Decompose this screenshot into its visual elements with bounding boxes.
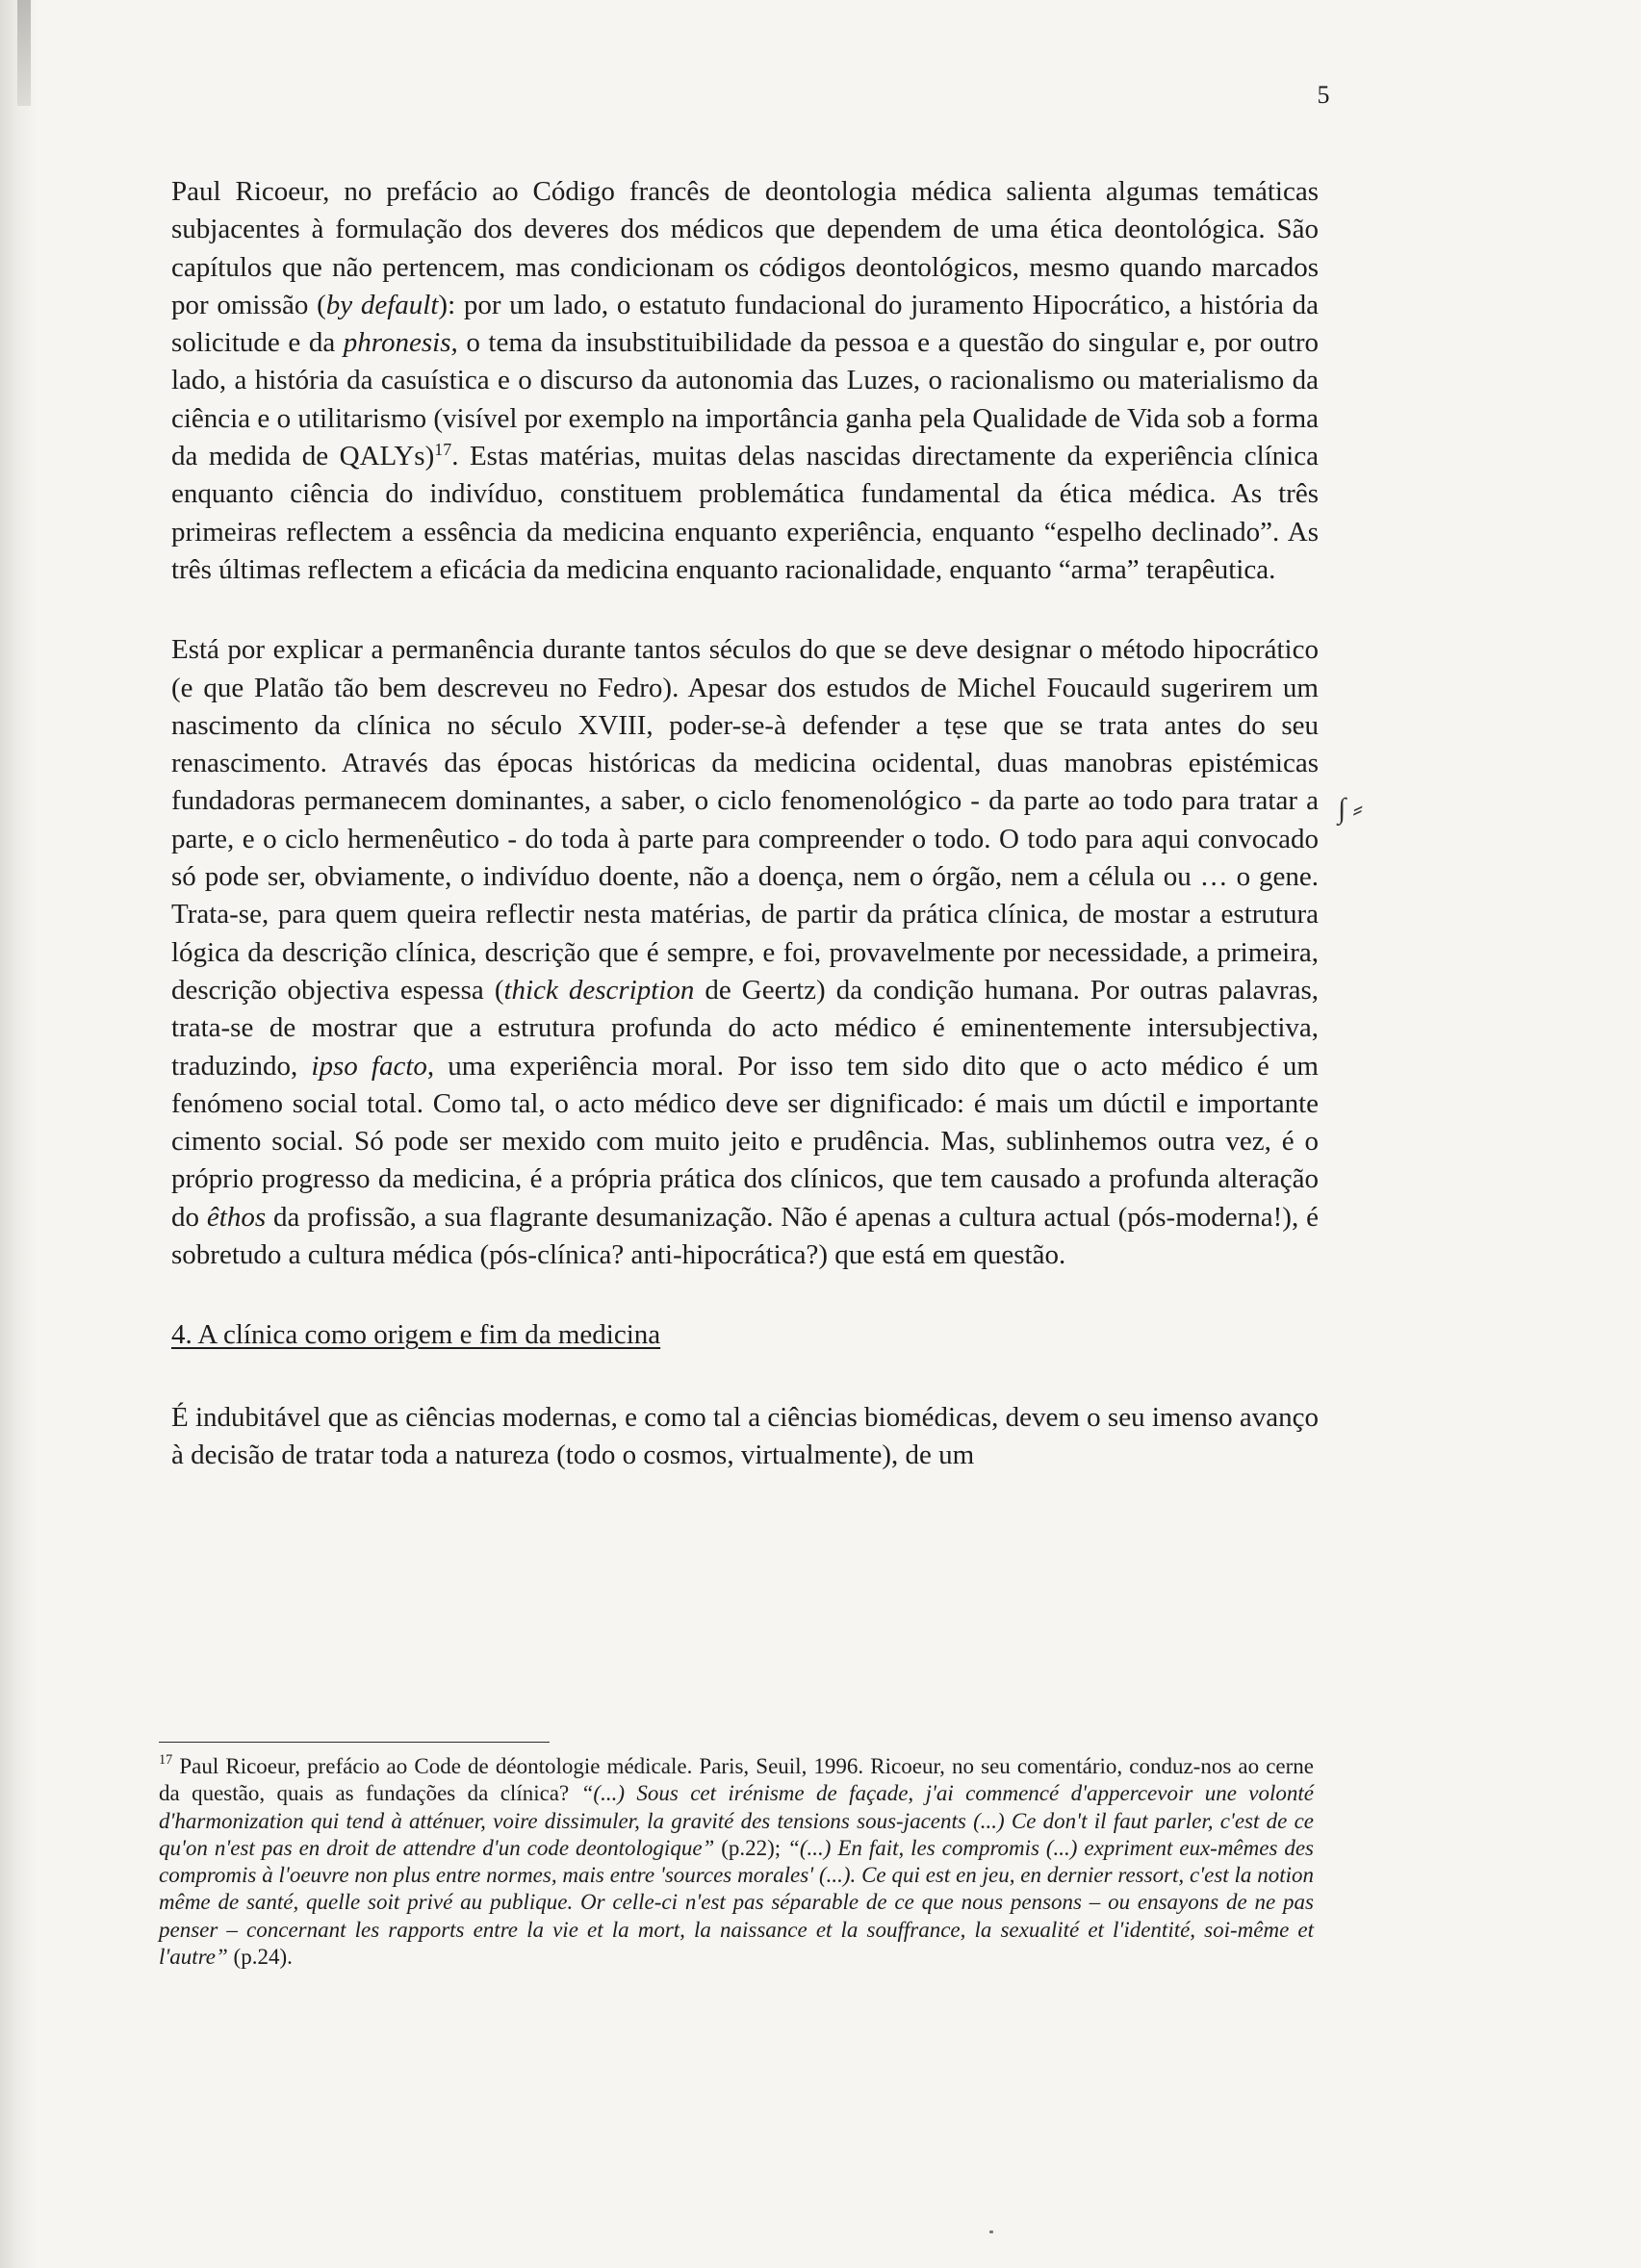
paragraph-hipocratic-method: Está por explicar a permanência durante tantos séculos do que se deve designar o método hipocrático (e que Platão tão bem descreveu no Fedro). Apesar dos estudos de Michel Foucauld sugerirem um nascimento da clínica no século XVIII, poder-se-à defender a tẹse que se trata antes do seu renascimento. Através das épocas históricas da medicina ocidental, duas manobras epistémicas fundadoras permanecem dominantes, a saber, o ciclo fenomenológico - da parte ao todo para tratar a parte, e o ciclo hermenêutico - do toda à parte para compreender o todo. O todo para aqui convocado só pode ser, obviamente, o indivíduo doente, não a doença, nem o órgão, nem a célula ou … o gene. Trata-se, para quem queira reflectir nesta matérias, de partir da prática clínica, de mostar a estrutura lógica da descrição clínica, descrição que é sempre, e foi, provavelmente por necessidade, a primeira, descrição objectiva espessa (thick description de Geertz) da condição humana. Por outras palavras, trata-se de mostrar que a estrutura profunda do acto médico é eminentemente intersubjectiva, traduzindo, ipso facto, uma experiência moral. Por isso tem sido dito que o acto médico é um fenómeno social total. Como tal, o acto médico deve ser dignificado: é mais um dúctil e importante cimento social. Só pode ser mexido com muito jeito e prudência. Mas, sublinhemos outra vez, é o próprio progresso da medicina, é a própria prática dos clínicos, que tem causado a profunda alteração do êthos da profissão, a sua flagrante desumanização. Não é apenas a cultura actual (pós-moderna!), é sobretudo a cultura médica (pós-clínica? anti-hipocrática?) que está em questão. <box>171 634 1319 1271</box>
footnote-quote-2: “(...) En fait, les compromis (...) expriment eux-mêmes des compromis à l'oeuvre non plus entre normes, mais entre 'sources morales' (...). Ce qui est en jeu, en dernier ressort, c'est la notion même de santé, quelle soit privé au publique. Or celle-ci n'est pas séparable de ce que nous pensons – ou ensayons de ne pas penser – concernant les rapports entre la vie et la mort, la naissance et la souffrance, la sexualité et l'identité, soi-même et l'autre” <box>159 1835 1314 1970</box>
paragraph-modern-sciences: É indubitável que as ciências modernas, e como tal a ciências biomédicas, devem o seu imenso avanço à decisão de tratar toda a natureza (todo o cosmos, virtualmente), de um <box>171 1401 1319 1470</box>
emphasis-thick-description: thick description <box>503 974 695 1006</box>
scan-edge <box>0 0 37 2268</box>
footnote-quote-1: “(...) Sous cet irénisme de façade, j'ai commencé d'appercevoir une volonté d'harmonization qui tend à atténuer, voire dissimuler, la gravité des tensions sous-jacents (...) Ce don't il faut parler, c'est de ce qu'on n'est pas en droit de attendre d'un code deontologique” <box>159 1781 1314 1860</box>
footnote <box>159 1753 1314 1971</box>
scan-speck <box>989 2230 993 2233</box>
emphasis-ipso-facto: ipso facto <box>311 1050 427 1082</box>
footnote-17: $^{17}$ Paul Ricoeur, prefácio ao Code de déontologie médicale. Paris, Seuil, 1996. Ricoeur, no seu comentário, conduz-nos ao cerne da questão, quais as fundações da clínica? “(...) Sous cet irénisme de façade, j'ai commencé d'appercevoir une volonté d'harmonization qui tend à atténuer, voire dissimuler, la gravité des tensions sous-jacents (...) Ce don't il faut parler, c'est de ce qu'on n'est pas en droit de attendre d'un code deontologique” (p.22); “(...) En fait, les compromis (...) expriment eux-mêmes des compromis à l'oeuvre non plus entre normes, mais entre 'sources morales' (...). Ce qui est en jeu, en dernier ressort, c'est la notion même de santé, quelle soit privé au publique. Or celle-ci n'est pas séparable de ce que nous pensons – ou ensayons de ne pas penser – concernant les rapports entre la vie et la mort, la naissance et la souffrance, la sexualité et l'identité, soi-même et l'autre” (p.24). <box>159 1752 1314 1970</box>
scan-mark <box>17 0 31 106</box>
page-number: 5 <box>1317 81 1330 109</box>
body-text <box>171 173 1319 1474</box>
handwritten-margin-note: ∫ ⸗ <box>1338 793 1363 825</box>
footnote-ref: 17 <box>434 440 452 460</box>
emphasis-phronesis: phronesis, <box>343 327 458 359</box>
footnote-separator <box>159 1742 550 1743</box>
section-heading: 4. A clínica como origem e fim da medicina <box>171 1319 661 1351</box>
paragraph-ricoeur: Paul Ricoeur, no prefácio ao Código francês de deontologia médica salienta algumas temáticas subjacentes à formulação dos deveres dos médicos que dependem de uma ética deontológica. São capítulos que não pertencem, mas condicionam os códigos deontológicos, mesmo quando marcados por omissão (by default): por um lado, o estatuto fundacional do juramento Hipocrático, a história da solicitude e da phronesis, o tema da insubstituibilidade da pessoa e a questão do singular e, por outro lado, a história da casuística e o discurso da autonomia das Luzes, o racionalismo ou materialismo da ciência e o utilitarismo (visível por exemplo na importância ganha pela Qualidade de Vida sob a forma da medida de QALYs)$^{17}$. Estas matérias, muitas delas nascidas directamente da experiência clínica enquanto ciência do indivíduo, constituem problemática fundamental da ética médica. As três primeiras reflectem a essência da medicina enquanto experiência, enquanto “espelho declinado”. As três últimas reflectem a eficácia da medicina enquanto racionalidade, enquanto “arma” terapêutica. <box>171 176 1319 585</box>
footnote-number: 17 <box>159 1752 173 1769</box>
emphasis-ethos: êthos <box>206 1201 267 1233</box>
emphasis-by-default: by default <box>325 289 439 320</box>
